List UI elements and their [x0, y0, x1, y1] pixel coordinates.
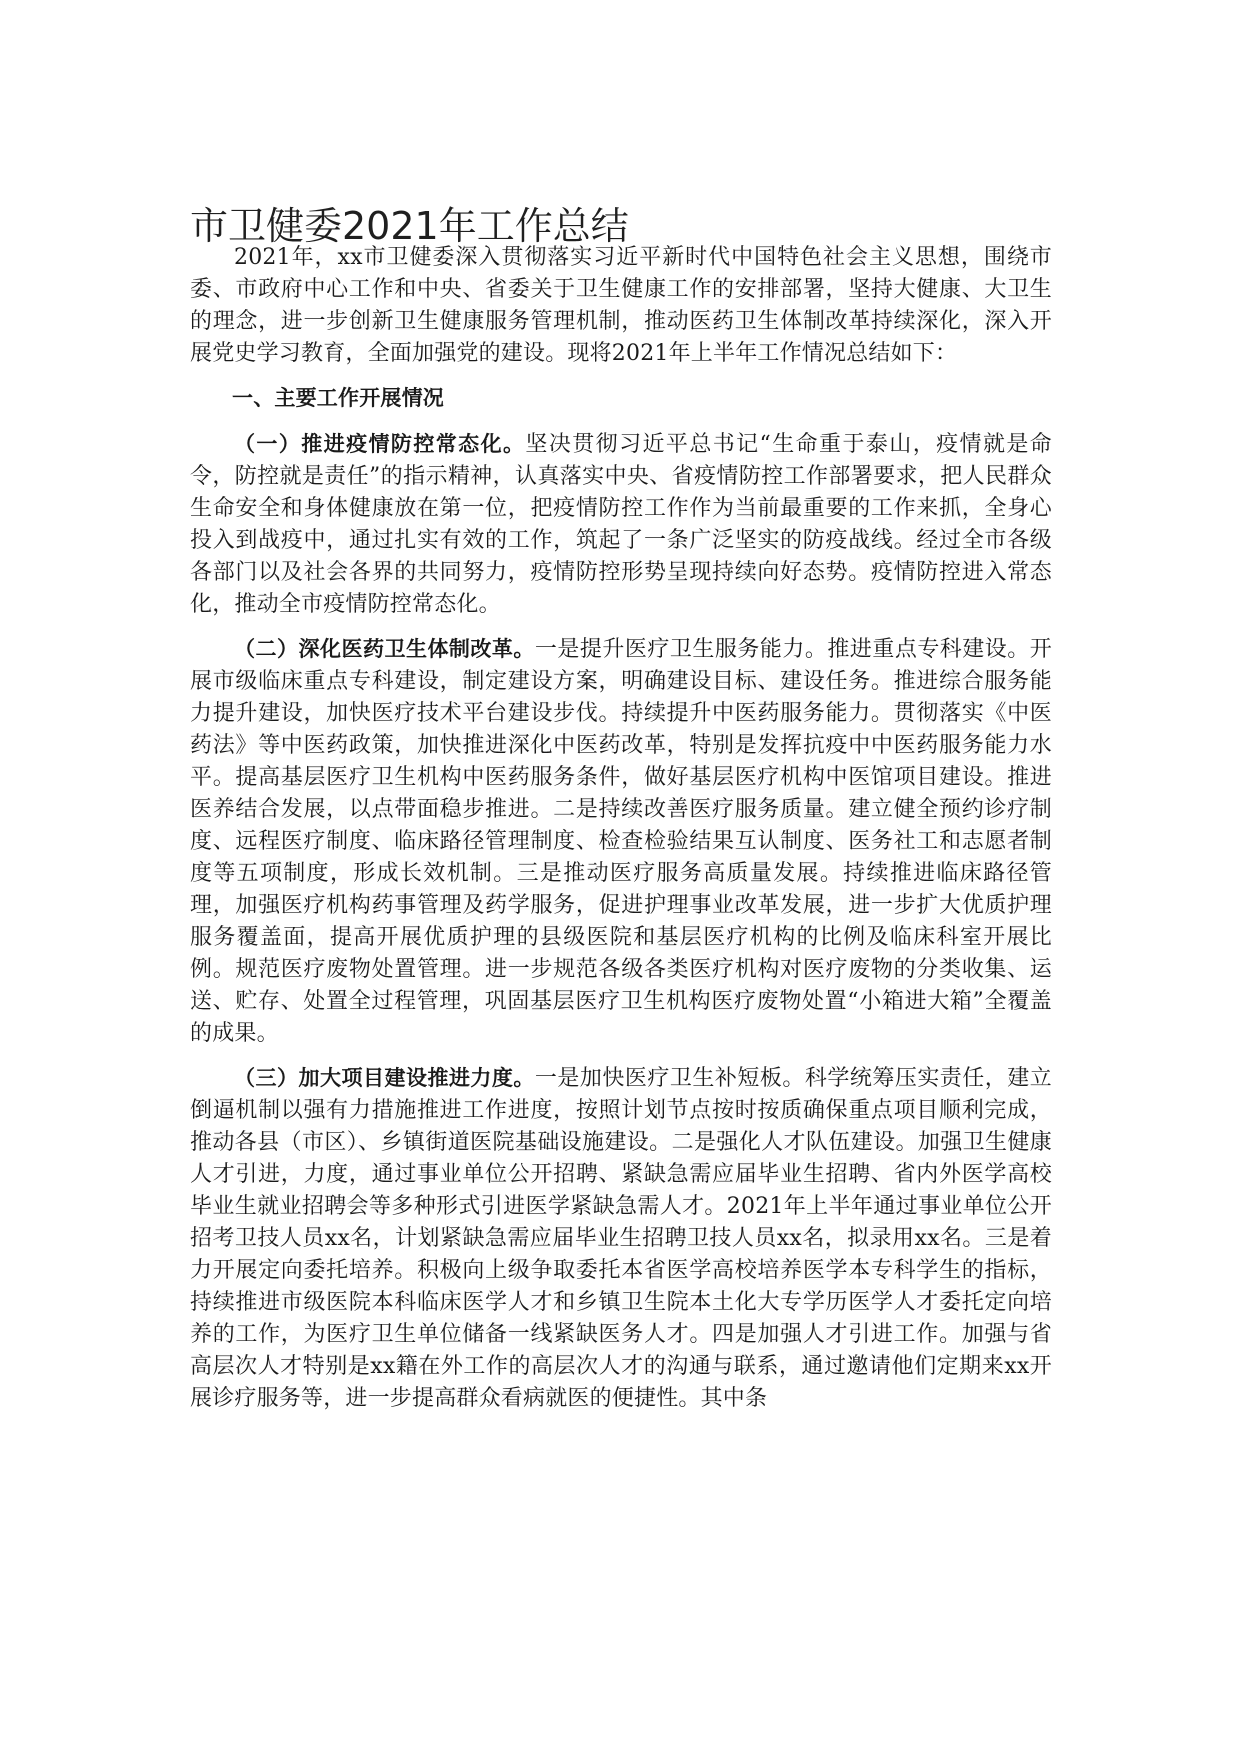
- paragraph-text: 一是提升医疗卫生服务能力。推进重点专科建设。开展市级临床重点专科建设，制定建设方案，明确建设目标、建设任务。推进综合服务能力提升建设，加快医疗技术平台建设步伐。持续提升中医药服务能力。贯彻落实《中医药法》等中医药政策，加快推进深化中医药改革，特别是发挥抗疫中中医药服务能力水平。提高基层医疗卫生机构中医药服务条件，做好基层医疗机构中医馆项目建设。推进医养结合发展，以点带面稳步推进。二是持续改善医疗服务质量。建立健全预约诊疗制度、远程医疗制度、临床路径管理制度、检查检验结果互认制度、医务社工和志愿者制度等五项制度，形成长效机制。三是推动医疗服务高质量发展。持续推进临床路径管理，加强医疗机构药事管理及药学服务，促进护理事业改革发展，进一步扩大优质护理服务覆盖面，提高开展优质护理的县级医院和基层医疗机构的比例及临床科室开展比例。规范医疗废物处置管理。进一步规范各级各类医疗机构对医疗废物的分类收集、运送、贮存、处置全过程管理，巩固基层医疗卫生机构医疗废物处置“小箱进大箱”全覆盖的成果。: [190, 637, 1053, 1046]
- paragraph-text: 坚决贯彻习近平总书记“生命重于泰山，疫情就是命令，防控就是责任”的指示精神，认真落实中央、省疫情防控工作部署要求，把人民群众生命安全和身体健康放在第一位，把疫情防控工作作为当前最重要的工作来抓，全身心投入到战疫中，通过扎实有效的工作，筑起了一条广泛坚实的防疫战线。经过全市各级各部门以及社会各界的共同努力，疫情防控形势呈现持续向好态势。疫情防控进入常态化，推动全市疫情防控常态化。: [190, 432, 1052, 617]
- paragraph-medical-reform: [190, 633, 1052, 1050]
- document-body: [190, 242, 1052, 1427]
- paragraph-epidemic-control: [190, 428, 1052, 621]
- intro-paragraph: 2021年，xx市卫健委深入贯彻落实习近平新时代中国特色社会主义思想，围绕市委、市政府中心工作和中央、省委关于卫生健康工作的安排部署，坚持大健康、大卫生的理念，进一步创新卫生健康服务管理机制，推动医药卫生体制改革持续深化，深入开展党史学习教育，全面加强党的建设。现将2021年上半年工作情况总结如下：: [190, 245, 1052, 366]
- paragraph-text: 一是加快医疗卫生补短板。科学统筹压实责任，建立倒逼机制以强有力措施推进工作进度，按照计划节点按时按质确保重点项目顺利完成，推动各县（市区）、乡镇街道医院基础设施建设。二是强化人才队伍建设。加强卫生健康人才引进，力度，通过事业单位公开招聘、紧缺急需应届毕业生招聘、省内外医学高校毕业生就业招聘会等多种形式引进医学紧缺急需人才。2021年上半年通过事业单位公开招考卫技人员xx名，计划紧缺急需应届毕业生招聘卫技人员xx名，拟录用xx名。三是着力开展定向委托培养。积极向上级争取委托本省医学高校培养医学本专科学生的指标，持续推进市级医院本科临床医学人才和乡镇卫生院本土化大专学历医学人才委托定向培养的工作，为医疗卫生单位储备一线紧缺医务人才。四是加强人才引进工作。加强与省高层次人才特别是xx籍在外工作的高层次人才的沟通与联系，通过邀请他们定期来xx开展诊疗服务等，进一步提高群众看病就医的便捷性。其中条: [190, 1066, 1052, 1411]
- section-heading-main-work: 一、主要工作开展情况: [232, 386, 444, 410]
- document-title: 市卫健委2021年工作总结: [190, 204, 629, 248]
- paragraph-lead: （一）推进疫情防控常态化。: [234, 432, 526, 456]
- paragraph-project-construction: [190, 1062, 1052, 1415]
- paragraph-lead: （二）深化医药卫生体制改革。: [234, 637, 535, 661]
- paragraph-lead: （三）加大项目建设推进力度。: [234, 1066, 535, 1090]
